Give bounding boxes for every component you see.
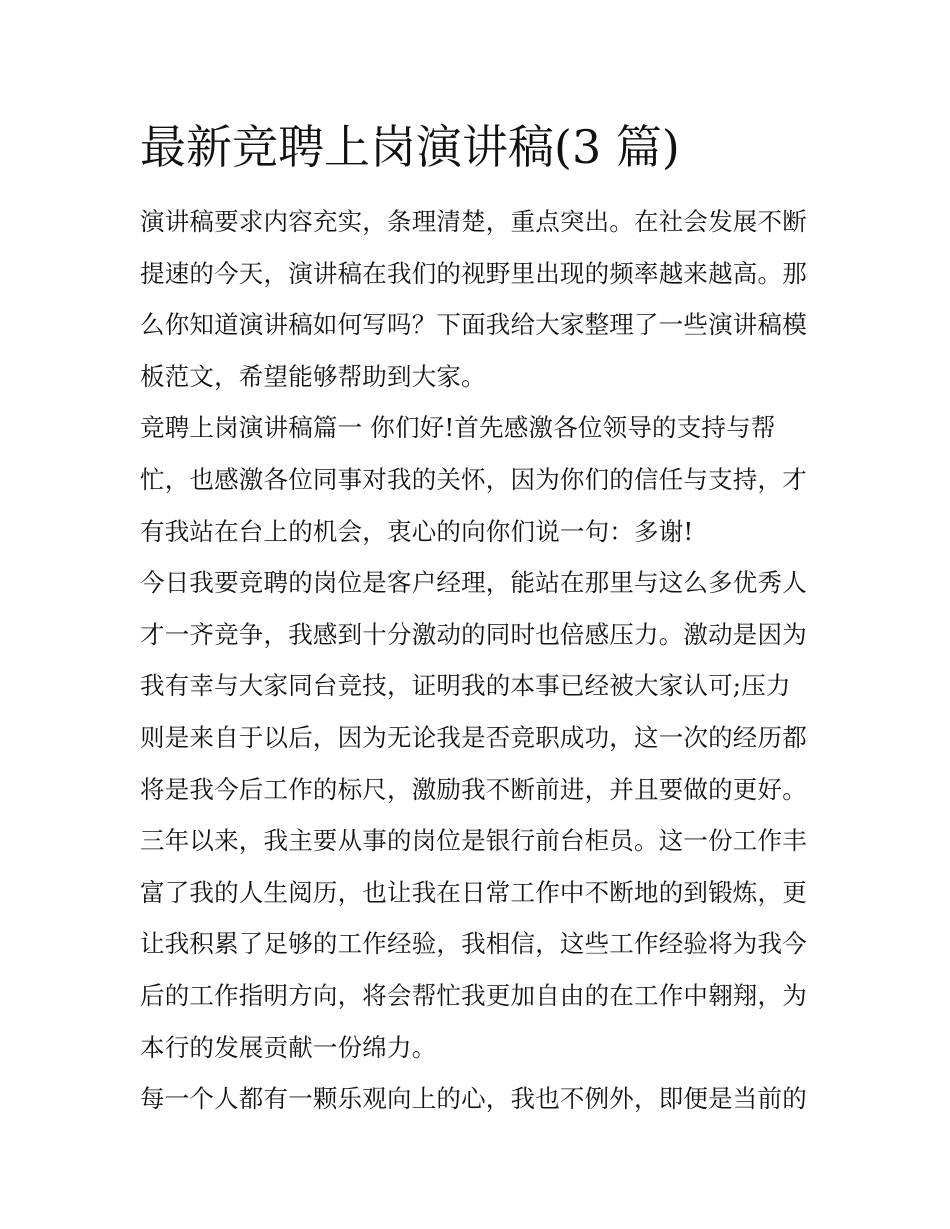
text-line: 提速的今天，演讲稿在我们的视野里出现的频率越来越高。那 <box>140 258 807 288</box>
text-line: 则是来自于以后，因为无论我是否竞职成功，这一次的经历都 <box>140 722 807 752</box>
text-line: 让我积累了足够的工作经验，我相信，这些工作经验将为我今 <box>140 929 807 959</box>
document-title: 最新竞聘上岗演讲稿(3 篇) <box>140 120 680 174</box>
text-line: 将是我今后工作的标尺，激励我不断前进，并且要做的更好。 <box>140 774 807 804</box>
text-line: 竞聘上岗演讲稿篇一 你们好!首先感激各位领导的支持与帮 <box>140 413 776 443</box>
text-line: 本行的发展贡献一份绵力。 <box>140 1032 437 1062</box>
text-line: 三年以来，我主要从事的岗位是银行前台柜员。这一份工作丰 <box>140 826 807 856</box>
text-line: 有我站在台上的机会，衷心的向你们说一句：多谢! <box>140 516 694 546</box>
text-line: 么你知道演讲稿如何写吗？下面我给大家整理了一些演讲稿模 <box>140 310 807 340</box>
text-line: 我有幸与大家同台竞技，证明我的本事已经被大家认可;压力 <box>140 671 791 701</box>
document-body <box>140 196 812 1125</box>
text-line: 演讲稿要求内容充实，条理清楚，重点突出。在社会发展不断 <box>140 207 807 236</box>
text-line: 后的工作指明方向，将会帮忙我更加自由的在工作中翱翔，为 <box>140 980 807 1010</box>
text-line: 每一个人都有一颗乐观向上的心，我也不例外，即便是当前的 <box>140 1084 807 1114</box>
text-line: 忙，也感激各位同事对我的关怀，因为你们的信任与支持，才 <box>140 464 807 494</box>
text-line: 富了我的人生阅历，也让我在日常工作中不断地的到锻炼，更 <box>140 877 807 907</box>
text-line: 今日我要竞聘的岗位是客户经理，能站在那里与这么多优秀人 <box>140 568 807 598</box>
text-line: 才一齐竞争，我感到十分激动的同时也倍感压力。激动是因为 <box>140 619 807 649</box>
text-line: 板范文，希望能够帮助到大家。 <box>140 361 486 391</box>
